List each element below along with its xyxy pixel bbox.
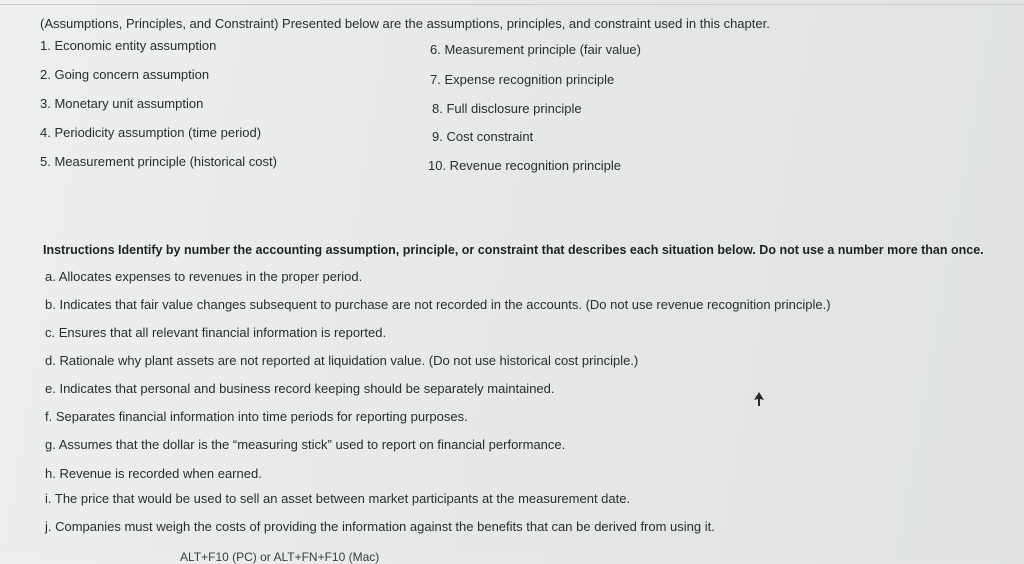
instructions-heading: Instructions Identify by number the accounting assumption, principle, or constraint that describes each situation below. Do not use a number more than once. [43,243,984,257]
list-item: 6. Measurement principle (fair value) [430,42,641,57]
situation-item: e. Indicates that personal and business record keeping should be separately maintained. [45,381,555,396]
situation-item: j. Companies must weigh the costs of providing the information against the benefits that can be derived from using it. [45,519,715,534]
list-item: 8. Full disclosure principle [432,101,582,116]
situation-item: f. Separates financial information into time periods for reporting purposes. [45,409,468,424]
list-item: 9. Cost constraint [432,129,534,144]
list-item: 7. Expense recognition principle [430,72,615,87]
list-item: 3. Monetary unit assumption [40,96,204,111]
list-item: 4. Periodicity assumption (time period) [40,125,262,140]
list-item: 2. Going concern assumption [40,67,210,82]
situation-item: c. Ensures that all relevant financial information is reported. [45,325,387,340]
mouse-pointer-icon [754,392,764,406]
list-item: 1. Economic entity assumption [40,38,217,53]
situation-item: a. Allocates expenses to revenues in the proper period. [45,269,363,284]
cut-off-hint: ALT+F10 (PC) or ALT+FN+F10 (Mac) [180,550,380,564]
list-item: 10. Revenue recognition principle [428,158,621,173]
situation-item: b. Indicates that fair value changes subsequent to purchase are not recorded in the accounts. (Do not use revenue recognition principle.) [45,297,831,312]
list-item: 5. Measurement principle (historical cost) [40,154,277,169]
situation-item: d. Rationale why plant assets are not reported at liquidation value. (Do not use historical cost principle.) [45,353,639,368]
situation-item: i. The price that would be used to sell an asset between market participants at the measurement date. [45,491,631,506]
situation-item: h. Revenue is recorded when earned. [45,466,262,481]
top-divider [0,4,1024,5]
situation-item: g. Assumes that the dollar is the “measuring stick” used to report on financial performance. [45,437,566,452]
intro-text: (Assumptions, Principles, and Constraint) Presented below are the assumptions, principles, and constraint used in this chapter. [40,16,770,31]
